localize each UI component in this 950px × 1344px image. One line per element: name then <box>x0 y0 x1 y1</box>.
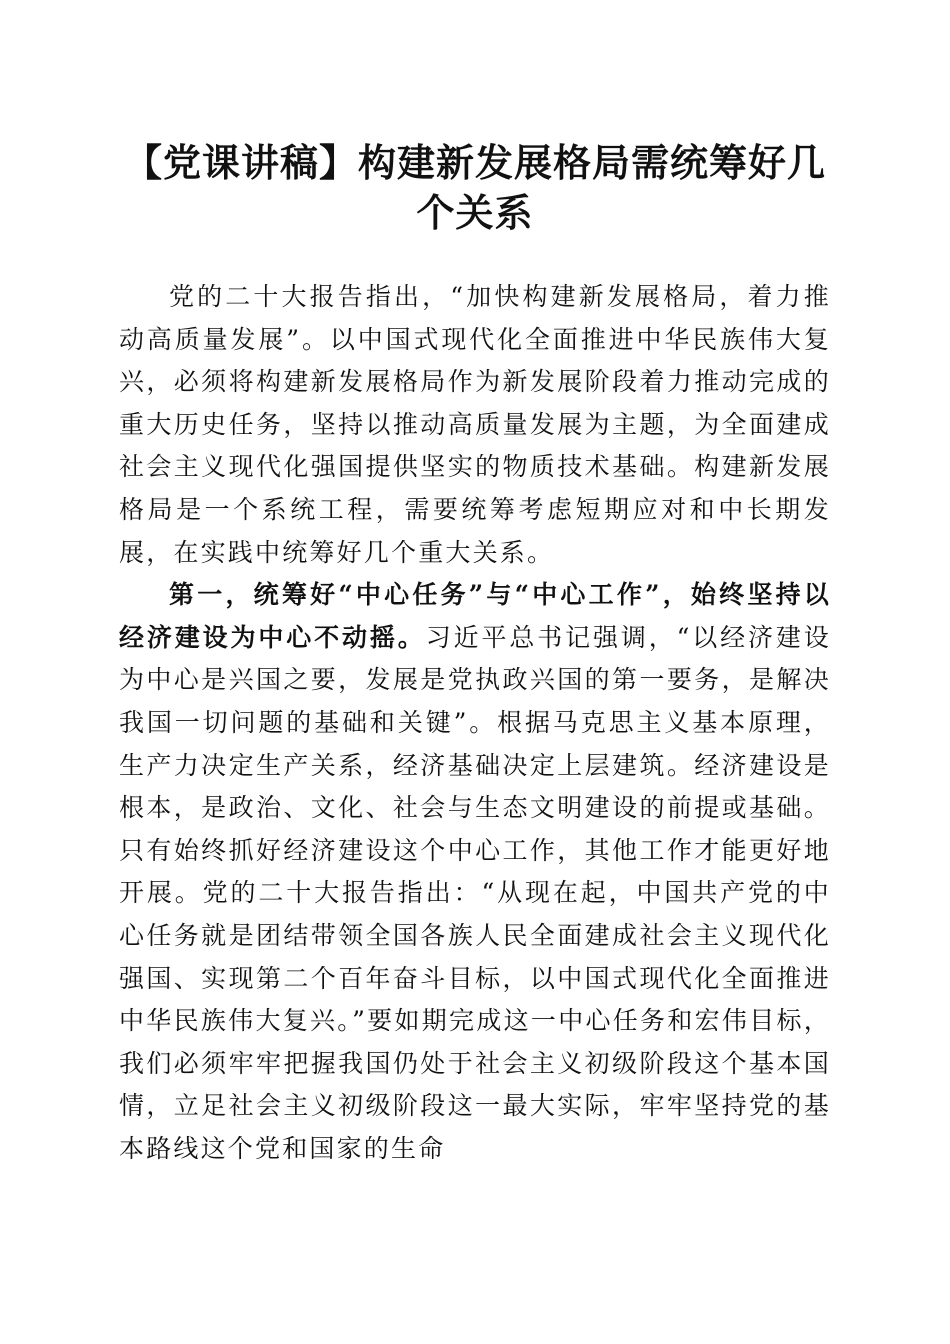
document-title: 【党课讲稿】构建新发展格局需统筹好几个关系 <box>123 141 826 235</box>
paragraph-first-point <box>119 574 831 1170</box>
paragraph-text: 党的二十大报告指出，“加快构建新发展格局，着力推动高质量发展”。以中国式现代化全面推进中华民族伟大复兴，必须将构建新发展格局作为新发展阶段着力推动完成的重大历史任务，坚持以推动高质量发展为主题，为全面建成社会主义现代化强国提供坚实的物质技术基础。构建新发展格局是一个系统工程，需要统筹考虑短期应对和中长期发展，在实践中统筹好几个重大关系。 <box>119 282 831 567</box>
document-body <box>119 276 831 1170</box>
paragraph-lead: 第一，统筹好“中心任务”与“中心工作”，始终坚持以经济建设为中心不动摇。 <box>119 580 831 652</box>
paragraph-intro <box>119 276 831 574</box>
paragraph-text: 习近平总书记强调，“以经济建设为中心是兴国之要，发展是党执政兴国的第一要务，是解决我国一切问题的基础和关键”。根据马克思主义基本原理，生产力决定生产关系，经济基础决定上层建筑。经济建设是根本，是政治、文化、社会与生态文明建设的前提或基础。只有始终抓好经济建设这个中心工作，其他工作才能更好地开展。党的二十大报告指出：“从现在起，中国共产党的中心任务就是团结带领全国各族人民全面建成社会主义现代化强国、实现第二个百年奋斗目标，以中国式现代化全面推进中华民族伟大复兴。”要如期完成这一中心任务和宏伟目标，我们必须牢牢把握我国仍处于社会主义初级阶段这个基本国情，立足社会主义初级阶段这一最大实际，牢牢坚持党的基本路线这个党和国家的生命 <box>119 622 831 1163</box>
